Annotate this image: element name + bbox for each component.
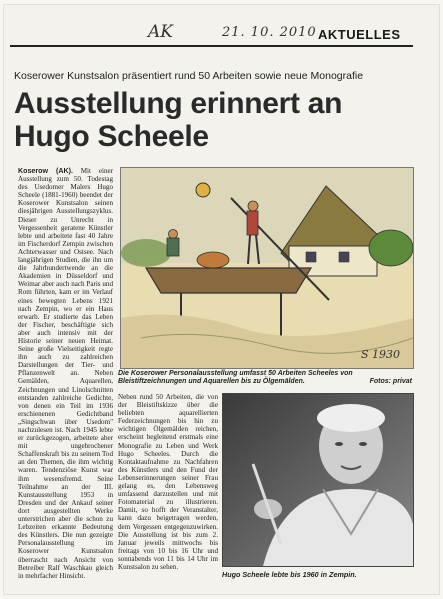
photo-credit: Fotos: privat bbox=[369, 378, 412, 385]
section-label: AKTUELLES bbox=[318, 27, 401, 42]
header-rule bbox=[10, 45, 413, 47]
painting-caption-text: Die Koserower Personalausstellung umfasst 50 Arbeiten Scheeles von Bleistiftzeichnungen und Aquarellen bis zu Ölgemälden. bbox=[118, 370, 353, 385]
painting-image bbox=[120, 167, 414, 369]
portrait-photo bbox=[222, 393, 414, 567]
article-column-middle: Neben rund 50 Arbeiten, die von der Bleistiftskizze über die beliebten aquarellierten Federzeichnungen bis hin zu wichtigen Ölgemälden reichen, erscheint begleitend erstmals eine Monografie zu Leben und Werk Hugo Scheeles. Durch die Kontaktaufnahme zu Nachfahren des Künstlers und den Fund der Lebenserinnerungen seiner Frau gelang es, den Lebensweg umfassend darzustellen und mit Fotomaterial zu illustrieren. Damit, so hofft der Veranstalter, kann dazu beigetragen werden, dem Vergessen entgegenzuwirken. Die Ausstellung ist bis zum 2. Januar jeweils mittwochs bis freitags von 10 bis 16 Uhr und sonnabends von 11 bis 14 Uhr im Kunstsalon zu sehen. bbox=[118, 393, 218, 571]
article-body-left: Mit einer Ausstellung zum 50. Todestag des Usedomer Malers Hugo Scheele (1881-1960) beendet der Koserower Kunstsalon seinen diesjährigen Ausstellungszyklus. Dieser zu Unrecht in Vergessenheit geratene Künstler lebte und arbeitete fast 40 Jahre im Fischerdorf Zempin zwischen Achterwasser und Ostsee. Nach langjährigen Studien, die ihn um die Jahrhundertwende an die Akademien in Düsseldorf und Weimar aber auch nach Paris und Rom führten, kam er im Verlauf eines bewegten Lebens 1921 nach Zempin, wo er ein Haus erwarb. Er studierte das Leben der Fischer, beschäftigte sich aber auch intensiv mit der Historie seiner neuen Heimat. Seine große Vielseitigkeit regte ihn auch zu zahlreichen Darstellungen der Tier- und Pflanzenwelt an. Neben Gemälden, Aquarellen, Zeichnungen und Linolschnitten entstanden zahlreiche Gedichte, von denen ein Teil im 1936 erschienenen Gedichtband „Singschwan über Usedom" nachzulesen ist. Nach 1945 lebte er zurückgezogen, arbeitete aber mit ungebrochener Schaffenskraft bis zu seinem Tod an den Themen, die ihm wichtig waren. Tendenziöse Kunst war ihm wesensfremd. Seine Teilnahme an der III. Kunstausstellung 1953 in Dresden und der Ankauf seiner dort ausgestellten Werke unterstrichen aber die schon zu Lebzeiten erkannte Bedeutung des Künstlers. Die nun gezeigte Personalausstellung im Koserower Kunstsalon überrascht nach Ansicht von Betreiber Ralf Waschkau gleich in mehrfacher Hinsicht. bbox=[18, 167, 113, 580]
painting-signature: S 1930 bbox=[361, 348, 401, 361]
painting-caption bbox=[118, 370, 412, 386]
handwritten-note-ak: AK bbox=[148, 22, 173, 42]
handwritten-date: 21. 10. 2010 bbox=[222, 25, 317, 40]
article-headline: Ausstellung erinnert an Hugo Scheele bbox=[14, 87, 343, 153]
article-lead-dateline: Koserow (AK). bbox=[18, 167, 73, 175]
portrait-caption: Hugo Scheele lebte bis 1960 in Zempin. bbox=[222, 570, 357, 579]
article-subhead: Koserower Kunstsalon präsentiert rund 50 Arbeiten sowie neue Monografie bbox=[14, 70, 364, 82]
article-column-left bbox=[18, 167, 113, 582]
